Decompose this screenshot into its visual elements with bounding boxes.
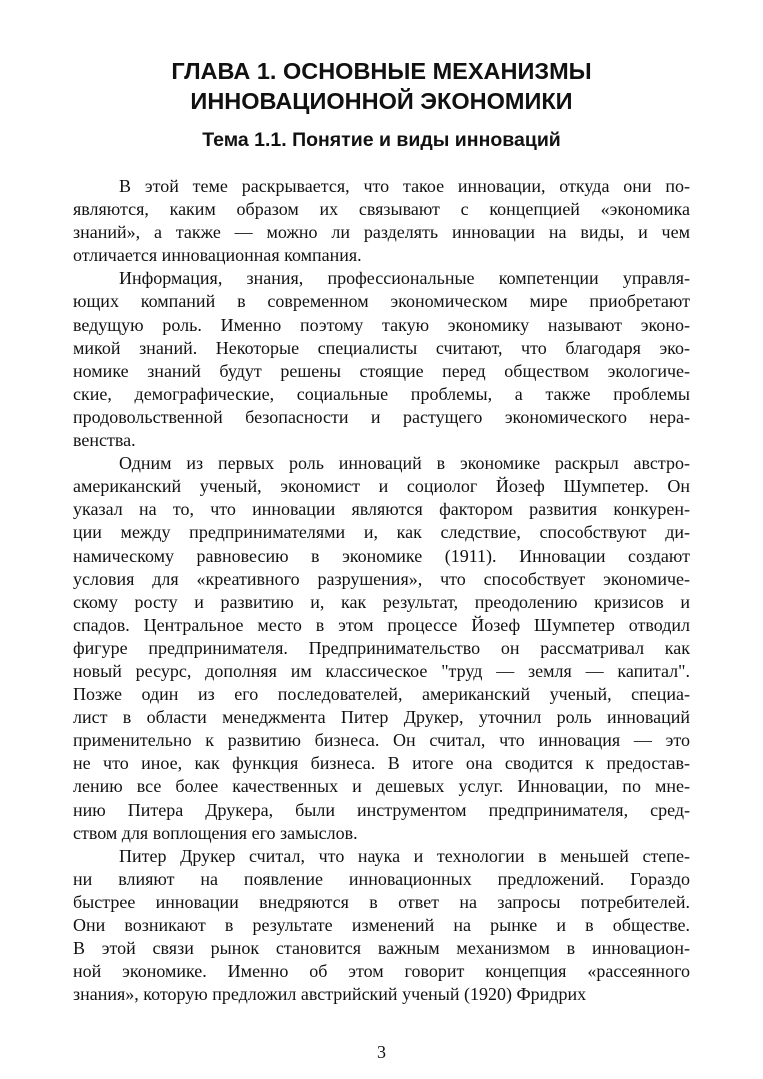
paragraph-line: не что иное, как функция бизнеса. В итоге она сводится к предостав- [73,753,690,774]
paragraph-line: применительно к развитию бизнеса. Он считал, что инновация — это [73,730,690,751]
paragraph-line: быстрее инновации внедряются в ответ на запросы потребителей. [73,891,690,912]
body-text [73,175,690,1006]
paragraph-line: ские, демографические, социальные проблемы, а также проблемы [73,383,690,404]
paragraph-line: ной экономике. Именно об этом говорит концепция «рассеянного [73,961,690,982]
paragraph-line: микой знаний. Некоторые специалисты считают, что благодаря эко- [73,337,690,358]
paragraph-1 [73,175,690,267]
chapter-title-line-2: ИННОВАЦИОННОЙ ЭКОНОМИКИ [190,88,573,114]
paragraph-line: номике знаний будут решены стоящие перед обществом экологиче- [73,360,690,381]
paragraph-line: венства. [73,430,136,451]
paragraph-line: скому росту и развитию и, как результат, преодолению кризисов и [73,591,690,612]
paragraph-line: намическому равновесию в экономике (1911). Инновации создают [73,545,690,566]
paragraph-line: продовольственной безопасности и растущего экономического нера- [73,406,690,427]
chapter-title [0,56,763,116]
paragraph-line: условия для «креативного разрушения», что способствует экономиче- [73,568,690,589]
paragraph-line: Они возникают в результате изменений на рынке и в обществе. [73,915,690,935]
paragraph-line: ни влияют на появление инновационных предложений. Гораздо [73,868,690,889]
paragraph-line: спадов. Центральное место в этом процессе Йозеф Шумпетер отводил [73,614,690,635]
paragraph-line: лист в области менеджмента Питер Друкер, уточнил роль инноваций [73,707,690,728]
paragraph-2 [73,267,690,452]
paragraph-line: нию Питера Друкера, были инструментом предпринимателя, сред- [73,799,690,820]
paragraph-line: ведущую роль. Именно поэтому такую экономику называют эконо- [73,314,690,335]
paragraph-line: фигуре предпринимателя. Предпринимательство он рассматривал как [73,637,690,658]
paragraph-line: Питер Друкер считал, что наука и технологии в меньшей степе- [119,845,690,866]
paragraph-line: американский ученый, экономист и социолог Йозеф Шумпетер. Он [73,476,690,497]
paragraph-line: являются, каким образом их связывают с концепцией «экономика [73,199,690,220]
topic-title: Тема 1.1. Понятие и виды инноваций [202,129,561,151]
paragraph-line: В этой теме раскрывается, что такое инновации, откуда они по- [119,176,690,196]
paragraph-line: ством для воплощения его замыслов. [73,822,358,843]
paragraph-4 [73,845,690,1007]
paragraph-line: отличается инновационная компания. [73,245,362,266]
page-number: 3 [377,1042,386,1062]
paragraph-line: знания», которую предложил австрийский ученый (1920) Фридрих [73,984,587,1005]
paragraph-line: Информация, знания, профессиональные компетенции управля- [119,268,690,289]
paragraph-line: ции между предпринимателями и, как следствие, способствуют ди- [73,522,690,543]
paragraph-3 [73,452,690,845]
paragraph-line: новый ресурс, дополняя им классическое "труд — земля — капитал". [73,660,690,681]
chapter-title-line-1: ГЛАВА 1. ОСНОВНЫЕ МЕХАНИЗМЫ [171,58,592,84]
paragraph-line: ющих компаний в современном экономическом мире приобретают [73,291,690,312]
paragraph-line: указал на то, что инновации являются фактором развития конкурен- [73,499,690,520]
paragraph-line: лению все более качественных и дешевых услуг. Инновации, по мне- [73,776,690,797]
paragraph-line: В этой связи рынок становится важным механизмом в инновацион- [73,938,690,959]
paragraph-line: знаний», а также — можно ли разделять инновации на виды, и чем [73,222,690,243]
paragraph-line: Одним из первых роль инноваций в экономике раскрыл австро- [119,453,690,474]
paragraph-line: Позже один из его последователей, американский ученый, специа- [73,684,690,705]
